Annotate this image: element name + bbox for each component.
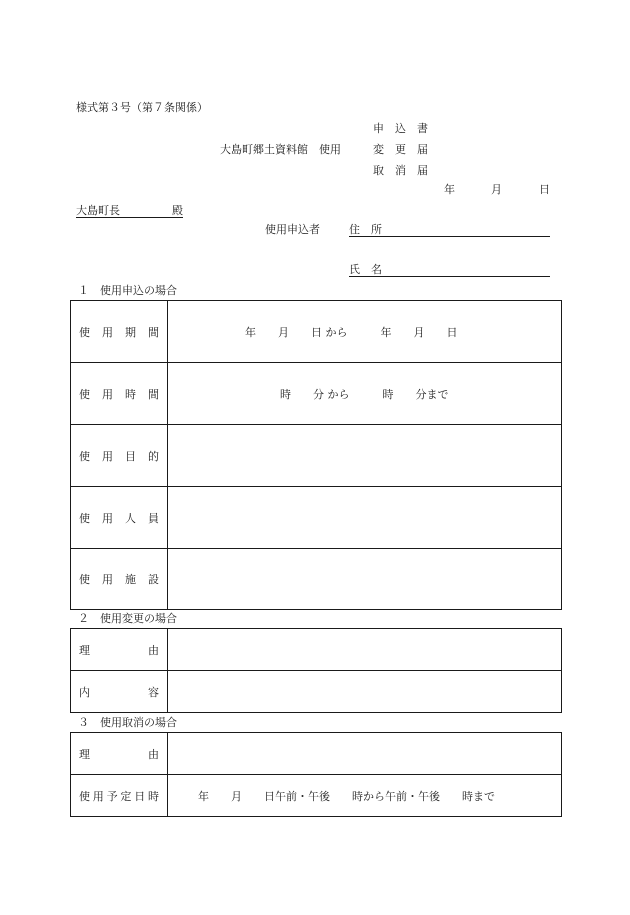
- name-field: [349, 264, 550, 277]
- row-label: 理 由: [71, 629, 168, 671]
- doc-type-cancel: 取 消 届: [373, 164, 428, 177]
- addressee-name: 大島町長: [76, 204, 120, 217]
- row-label: 使 用 予 定 日 時: [71, 775, 168, 817]
- table-row: [71, 775, 562, 817]
- row-label: 内 容: [71, 671, 168, 713]
- table-row: [71, 629, 562, 671]
- row-label: 使 用 目 的: [71, 425, 168, 487]
- form-number: 様式第３号（第７条関係）: [76, 101, 208, 114]
- use-period-value[interactable]: 年 月 日 から 年 月 日: [168, 301, 562, 363]
- table-row: [71, 487, 562, 549]
- row-label: 使 用 施 設: [71, 549, 168, 610]
- row-label: 使 用 時 間: [71, 363, 168, 425]
- use-purpose-value[interactable]: [168, 425, 562, 487]
- facility-line: 大島町郷土資料館 使用: [220, 143, 341, 156]
- date-year: 年: [444, 183, 455, 196]
- table-row: [71, 671, 562, 713]
- section1-table: [70, 300, 562, 610]
- section3-title: ３ 使用取消の場合: [78, 716, 177, 729]
- table-row: [71, 549, 562, 610]
- change-reason-value[interactable]: [168, 629, 562, 671]
- table-row: [71, 301, 562, 363]
- addressee-line: [76, 205, 183, 218]
- scheduled-datetime-value[interactable]: 年 月 日午前・午後 時から午前・午後 時まで: [168, 775, 562, 817]
- row-label: 使 用 期 間: [71, 301, 168, 363]
- date-day: 日: [539, 183, 550, 196]
- use-facility-value[interactable]: [168, 549, 562, 610]
- applicant-label: 使用申込者: [265, 223, 320, 236]
- section2-table: [70, 628, 562, 713]
- use-headcount-value[interactable]: [168, 487, 562, 549]
- table-row: [71, 733, 562, 775]
- table-row: [71, 363, 562, 425]
- doc-type-application: 申 込 書: [373, 122, 428, 135]
- address-label: 住 所: [349, 223, 382, 236]
- date-month: 月: [491, 183, 502, 196]
- name-label: 氏 名: [349, 263, 382, 276]
- doc-type-change: 変 更 届: [373, 143, 428, 156]
- address-field: [349, 224, 550, 237]
- change-content-value[interactable]: [168, 671, 562, 713]
- table-row: [71, 425, 562, 487]
- cancel-reason-value[interactable]: [168, 733, 562, 775]
- section3-table: [70, 732, 562, 817]
- use-time-value[interactable]: 時 分 から 時 分まで: [168, 363, 562, 425]
- addressee-honorific: 殿: [172, 204, 183, 217]
- row-label: 使 用 人 員: [71, 487, 168, 549]
- section1-title: １ 使用申込の場合: [78, 284, 177, 297]
- row-label: 理 由: [71, 733, 168, 775]
- section2-title: ２ 使用変更の場合: [78, 612, 177, 625]
